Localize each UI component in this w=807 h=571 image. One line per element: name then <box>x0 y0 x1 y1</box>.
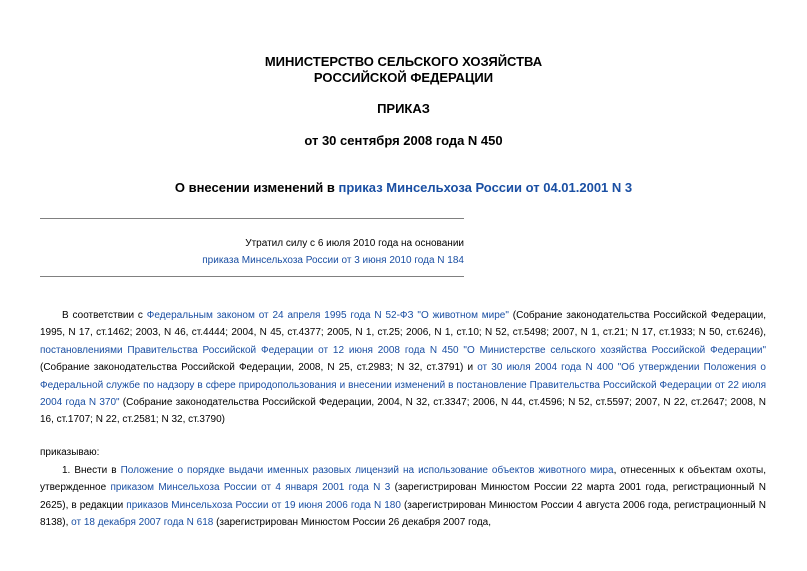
preamble-text-1: В соответствии с <box>62 310 147 321</box>
order-word: приказываю: <box>40 447 100 458</box>
item1-text-3: (зарегистрирован Минюстом России 22 марта 2001 года, регистрационный N 2625), в редакции <box>40 482 766 511</box>
divider-bottom <box>40 276 464 277</box>
item1-text-2: , отнесенных к объектам охоты, утвержденное <box>40 465 766 494</box>
status-note-line1: Утратил силу с 6 июля 2010 года на основании <box>245 238 464 249</box>
federal-law-link[interactable]: Федеральным законом от 24 апреля 1995 года N 52-ФЗ "О животном мире" <box>146 310 509 321</box>
preamble-text-3: (Собрание законодательства Российской Федерации, 2008, N 25, ст.2983; N 32, ст.3791) и <box>40 362 478 374</box>
document-type: ПРИКАЗ <box>377 101 430 116</box>
item1-text-5: (зарегистрирован Минюстом России 26 декабря 2007 года, <box>213 517 492 529</box>
order-180-link[interactable]: приказов Минсельхоза России от 19 июня 2006 года N 180 <box>126 499 401 511</box>
document-date: от 30 сентября 2008 года N 450 <box>304 133 503 148</box>
divider-top <box>40 218 464 219</box>
subject-prefix: О внесении изменений в <box>174 180 339 195</box>
order-3-link[interactable]: приказом Минсельхоза России от 4 января 2001 года N 3 <box>110 482 391 494</box>
government-resolution-link[interactable]: постановлениями Правительства Российской Федерации от 12 июня 2008 года N 450 "О Министерстве сельского хозяйства Российской Федерации" <box>40 344 766 356</box>
preamble-text-2: (Собрание законодательства Российской Федерации, 1995, N 17, ст.1462; 2003, N 46, ст.4444; 2004, N 45, ст.4377; 2005, N 1, ст.25; 2006, N 1, ст.10; N 52, ст.5498; 2007, N 1, ст.21; N 17, ст.1933; N 50, ст.6246), <box>40 310 766 339</box>
regulation-link[interactable]: Положение о порядке выдачи именных разовых лицензий на использование объектов животного мира <box>120 465 614 476</box>
subject-link[interactable]: приказ Минсельхоза России от 04.01.2001 N 3 <box>338 180 633 195</box>
preamble-text-4: (Собрание законодательства Российской Федерации, 2004, N 32, ст.3347; 2006, N 44, ст.4596; N 52, ст.5597; 2007, N 22, ст.2647; 2008, N 16, ст.1707; N 22, ст.2581; N 32, ст.3790) <box>40 397 766 426</box>
ministry-title-line1: МИНИСТЕРСТВО СЕЛЬСКОГО ХОЗЯЙСТВА <box>264 54 543 69</box>
preamble-paragraph <box>40 307 766 429</box>
order-618-link[interactable]: от 18 декабря 2007 года N 618 <box>71 517 214 529</box>
item1-text-4: (зарегистрирован Минюстом России 4 августа 2006 года, регистрационный N 8138), <box>40 499 767 529</box>
item-1-paragraph <box>40 462 766 532</box>
item1-text-1: 1. Внести в <box>62 465 121 476</box>
document-subject <box>0 180 807 195</box>
ministry-title-line2: РОССИЙСКОЙ ФЕДЕРАЦИИ <box>313 70 494 85</box>
status-note-link[interactable]: приказа Минсельхоза России от 3 июня 2010 года N 184 <box>202 255 464 266</box>
resolution-400-link[interactable]: от 30 июля 2004 года N 400 "Об утверждении Положения о Федеральной службе по надзору в сфере природопользования и внесении изменений в постановление Правительства Российской Федерации от 22 июля 2004 года N 370" <box>40 362 766 409</box>
